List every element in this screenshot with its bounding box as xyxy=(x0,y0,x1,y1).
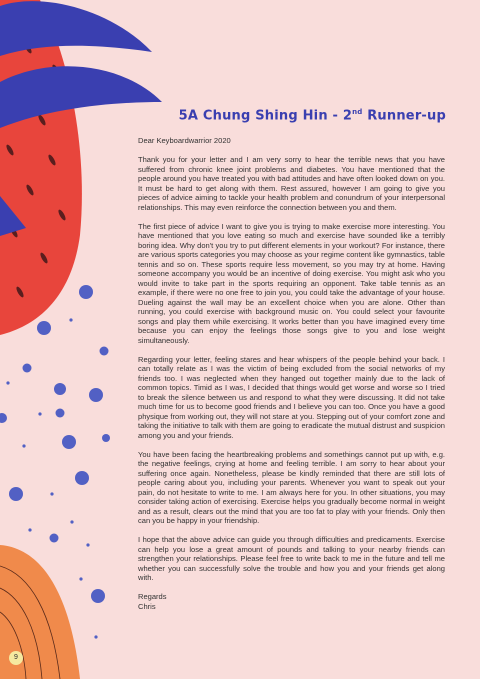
blue-leaf-middle xyxy=(0,66,162,128)
letter-closing: Regards xyxy=(138,592,167,601)
article-title xyxy=(179,108,446,123)
letter-paragraph: The first piece of advice I want to give you is trying to make exercise more interesting. You have mentioned that you love eating so much and exercise have sounded like a terribly boring idea. Why don't you try to put different elements in your workout? For instance, there are various sports categories you may choose as your regime content like gymnastics, table tennis and so on. These sports require less movement, so you may try at home. Having someone accompany you would be an incentive of doing exercise. You might ask who you would invite to take part in the sports requiring an opponent. Take table tennis as an example, if there were no one free to join you, you could take the advantage of your house. Dueling against the wall may be an excellent choice when you are alone. Other than running, you could exercise with background music on. You could select your favourite songs and play them while exercising. It works better than you have imagined every time because you can enjoy the feelings those songs give to you and lose weight simultaneously. xyxy=(138,221,445,345)
letter-signature: Chris xyxy=(138,601,156,611)
page-number: 9 xyxy=(9,651,23,665)
blue-leaf-top xyxy=(0,1,152,56)
letter-paragraph: Regarding your letter, feeling stares and hear whispers of the people behind your back. I can totally relate as I was the victim of being excluded from the social networks of my friends too. I was neglected when they hanged out together mainly due to the lack of common topics. Timid as I was, I decided that things would get worse and worse so I tried to break the silence between us and respond to what they were discussing. It did not take much time for us to become good friends and I believe you can too. Once you have a good physique from working out, they will not stare at you. Stepping out of your comfort zone and taking the initiative to talk with them are going to eradicate the mutual distrust and suspicion among you and your friends. xyxy=(138,354,445,440)
letter-greeting: Dear Keyboardwarrior 2020 xyxy=(138,136,231,145)
letter-paragraph: I hope that the above advice can guide you through difficulties and predicaments. Exercise can help you lose a great amount of pounds and talking to your nearby friends can strengthen your relationships. Please feel free to write back to me in the future and tell me whether you can successfully solve the trouble and how you and your friends get along with. xyxy=(138,535,445,582)
title-rest: Runner-up xyxy=(362,108,446,124)
title-main: 5A Chung Shing Hin - 2 xyxy=(178,108,353,124)
letter-paragraph: Thank you for your letter and I am very sorry to hear the terrible news that you have suffered from chronic knee joint problems and diabetes. You have mentioned that the people around you have treated you with bad attitudes and have often looked down on you. It must be hard to get along with them. Rest assured, however I am going to give you pieces of advice aiming to tackle your health problem and conundrum of your interpersonal relationships. This may even reinforce the connection between you and them. xyxy=(138,155,445,212)
letter-paragraph: You have been facing the heartbreaking problems and somethings cannot put up with, e.g. the negative feelings, crying at home and feeling terrible. I am sorry to hear about your suffering once again. Nonetheless, please be kindly reminded that there are still lots of people caring about you, including your parents. Whenever you want to speak out your pain, do not hesitate to write to me. I am always here for you. In other situations, you may consider taking action of exercising. Exercise helps you gradually become normal in weight and as a result, clears out the mind that you are too fat to play with your friends. Only then can you be happy in your friendship. xyxy=(138,449,445,525)
title-ordinal: nd xyxy=(352,108,363,116)
letter-body xyxy=(138,136,445,611)
